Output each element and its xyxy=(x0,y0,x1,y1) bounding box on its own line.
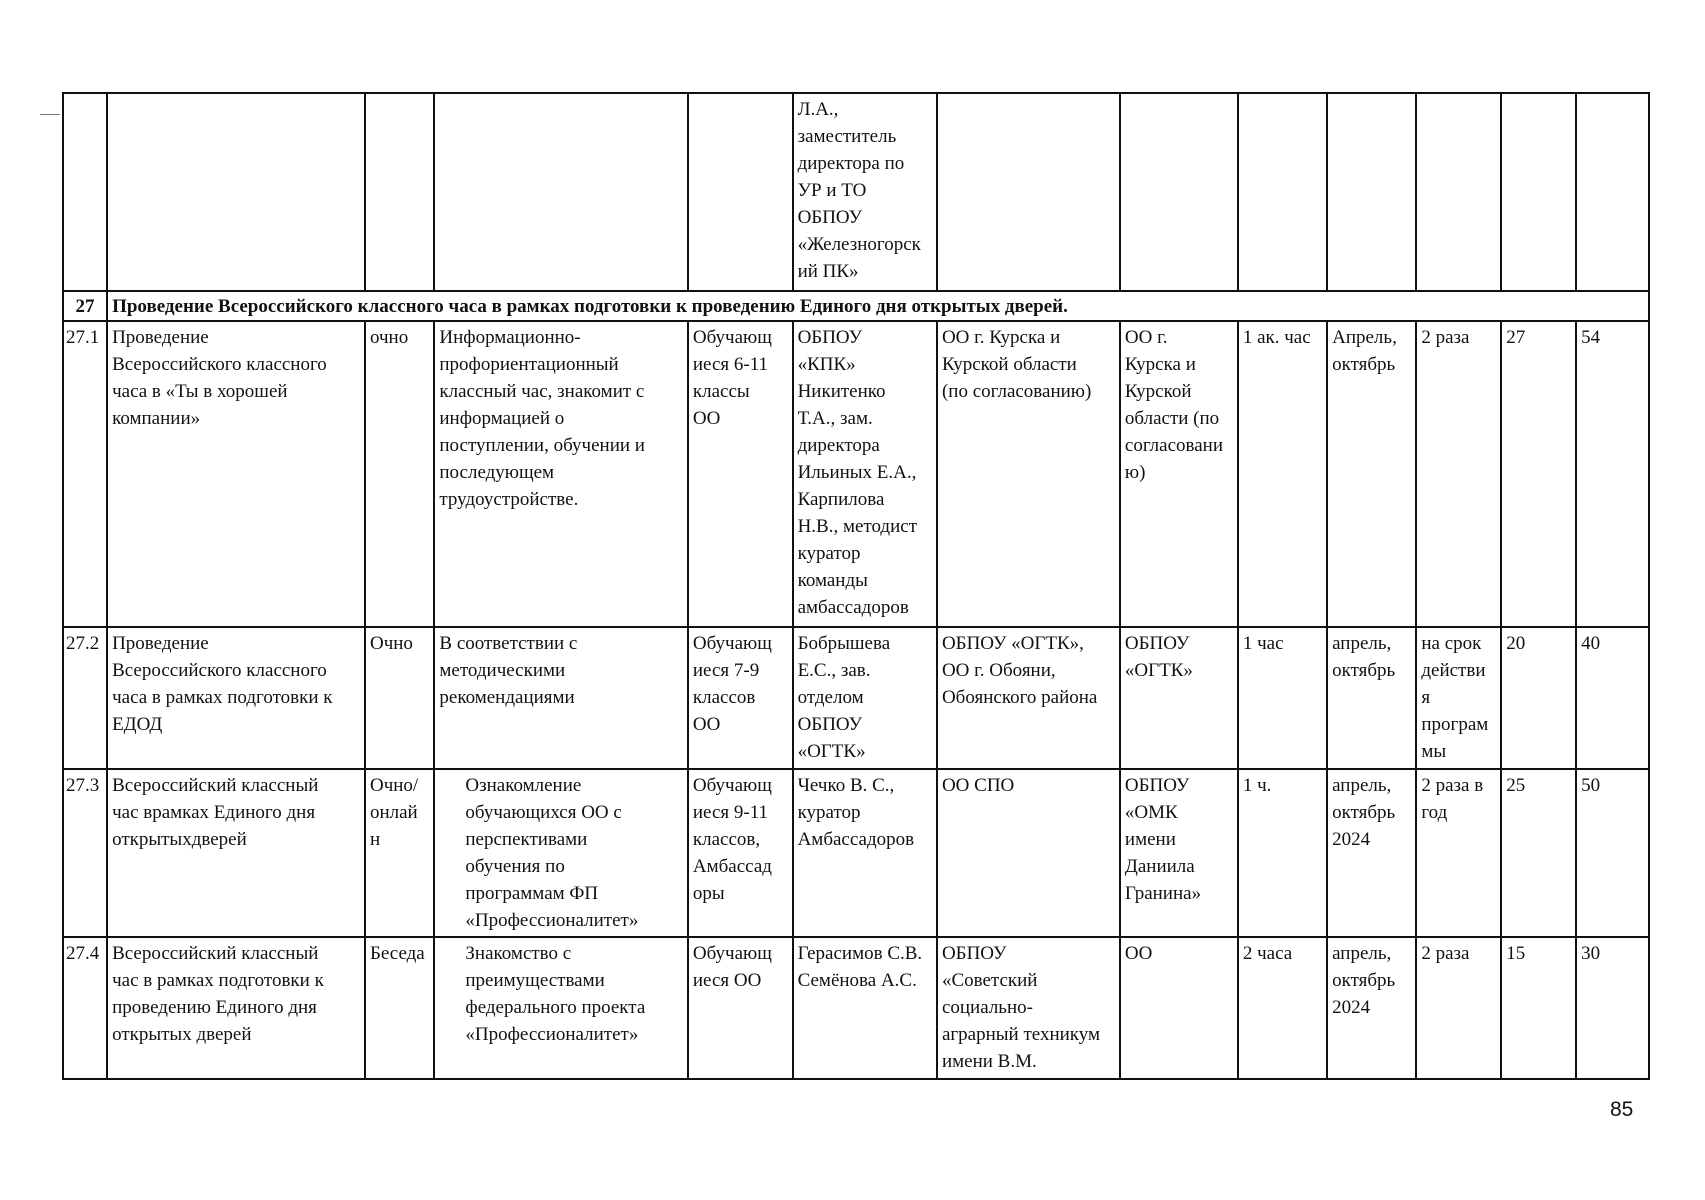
table-row-continuation xyxy=(63,93,1649,291)
event-duration: 2 часа xyxy=(1238,937,1327,1079)
event-name: Проведение Всероссийского классного часа в рамках подготовки к ЕДОД xyxy=(107,627,365,769)
table-cell xyxy=(1416,93,1501,291)
event-form: Очно/ онлай н xyxy=(365,769,434,937)
event-content: Информационно- профориентационный классный час, знакомит с информацией о поступлении, обучении и последующем трудоустройстве. xyxy=(434,321,687,627)
event-form: Очно xyxy=(365,627,434,769)
event-audience: Обучающ иеся 9-11 классов, Амбассад оры xyxy=(688,769,793,937)
event-count-1: 27 xyxy=(1501,321,1576,627)
section-title: Проведение Всероссийского классного часа в рамках подготовки к проведению Единого дня открытых дверей. xyxy=(107,291,1649,321)
event-frequency: на срок действи я програм мы xyxy=(1416,627,1501,769)
table-cell xyxy=(1120,93,1238,291)
table-cell xyxy=(107,93,365,291)
scan-margin-line xyxy=(40,114,60,115)
event-content: В соответствии с методическими рекомендациями xyxy=(434,627,687,769)
event-audience: Обучающ иеся 6-11 классы ОО xyxy=(688,321,793,627)
section-header-row xyxy=(63,291,1649,321)
table-row xyxy=(63,937,1649,1079)
event-responsible: Чечко В. С., куратор Амбассадоров xyxy=(793,769,937,937)
event-responsible: Бобрышева Е.С., зав. отделом ОБПОУ «ОГТК» xyxy=(793,627,937,769)
event-period: апрель, октябрь 2024 xyxy=(1327,937,1416,1079)
table-row xyxy=(63,627,1649,769)
event-count-2: 50 xyxy=(1576,769,1649,937)
event-frequency: 2 раза xyxy=(1416,937,1501,1079)
event-name: Проведение Всероссийского классного часа в «Ты в хорошей компании» xyxy=(107,321,365,627)
event-audience: Обучающ иеся 7-9 классов ОО xyxy=(688,627,793,769)
event-name: Всероссийский классный час врамках Единого дня открытыхдверей xyxy=(107,769,365,937)
table-cell xyxy=(434,93,687,291)
event-duration: 1 час xyxy=(1238,627,1327,769)
event-count-1: 20 xyxy=(1501,627,1576,769)
table-cell xyxy=(1501,93,1576,291)
event-venue: ОБПОУ «ОГТК» xyxy=(1120,627,1238,769)
event-partners: ОБПОУ «Советский социально- аграрный техникум имени В.М. xyxy=(937,937,1120,1079)
event-count-2: 40 xyxy=(1576,627,1649,769)
row-number: 27.3 xyxy=(63,769,107,937)
table-cell xyxy=(688,93,793,291)
table-cell xyxy=(1576,93,1649,291)
event-count-1: 25 xyxy=(1501,769,1576,937)
event-partners: ОБПОУ «ОГТК», ОО г. Обояни, Обоянского района xyxy=(937,627,1120,769)
table-cell xyxy=(1327,93,1416,291)
table-cell xyxy=(365,93,434,291)
event-duration: 1 ч. xyxy=(1238,769,1327,937)
event-content: Ознакомление обучающихся ОО с перспективами обучения по программам ФП «Профессионалитет» xyxy=(434,769,687,937)
table-cell xyxy=(63,93,107,291)
row-number: 27.4 xyxy=(63,937,107,1079)
row-number: 27.2 xyxy=(63,627,107,769)
event-venue: ОБПОУ «ОМК имени Даниила Гранина» xyxy=(1120,769,1238,937)
event-content: Знакомство с преимуществами федерального проекта «Профессионалитет» xyxy=(434,937,687,1079)
table-row xyxy=(63,321,1649,627)
event-count-2: 54 xyxy=(1576,321,1649,627)
event-form: очно xyxy=(365,321,434,627)
page-number: 85 xyxy=(1610,1098,1634,1121)
event-venue: ОО xyxy=(1120,937,1238,1079)
event-period: апрель, октябрь 2024 xyxy=(1327,769,1416,937)
events-table xyxy=(62,92,1650,1080)
event-period: апрель, октябрь xyxy=(1327,627,1416,769)
event-frequency: 2 раза xyxy=(1416,321,1501,627)
table-row xyxy=(63,769,1649,937)
event-period: Апрель, октябрь xyxy=(1327,321,1416,627)
event-audience: Обучающ иеся ОО xyxy=(688,937,793,1079)
table-cell xyxy=(937,93,1120,291)
event-responsible: ОБПОУ «КПК» Никитенко Т.А., зам. директора Ильиных Е.А., Карпилова Н.В., методист куратор команды амбассадоров xyxy=(793,321,937,627)
responsible-cell: Л.А., заместитель директора по УР и ТО ОБПОУ «Железногорск ий ПК» xyxy=(793,93,937,291)
event-venue: ОО г. Курска и Курской области (по согласовани ю) xyxy=(1120,321,1238,627)
event-frequency: 2 раза в год xyxy=(1416,769,1501,937)
event-name: Всероссийский классный час в рамках подготовки к проведению Единого дня открытых дверей xyxy=(107,937,365,1079)
row-number: 27.1 xyxy=(63,321,107,627)
event-count-1: 15 xyxy=(1501,937,1576,1079)
table-cell xyxy=(1238,93,1327,291)
event-partners: ОО г. Курска и Курской области (по согласованию) xyxy=(937,321,1120,627)
event-form: Беседа xyxy=(365,937,434,1079)
event-responsible: Герасимов С.В. Семёнова А.С. xyxy=(793,937,937,1079)
event-duration: 1 ак. час xyxy=(1238,321,1327,627)
event-partners: ОО СПО xyxy=(937,769,1120,937)
event-count-2: 30 xyxy=(1576,937,1649,1079)
section-number: 27 xyxy=(63,291,107,321)
